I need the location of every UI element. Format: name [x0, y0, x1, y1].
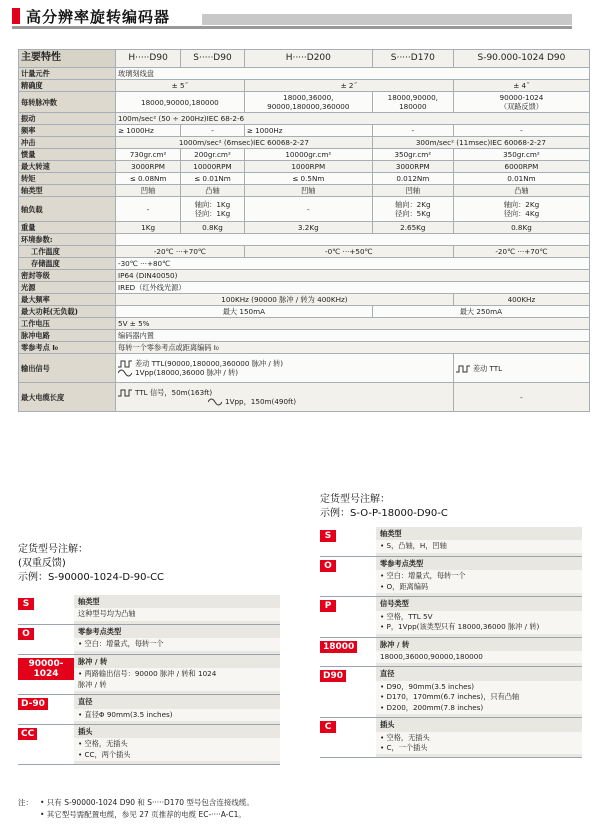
order-code-desc: • 空格，无插头 • CC，两个插头: [74, 738, 280, 761]
footnotes: 注： • 只有 S-90000-1024 D90 和 S·····D170 型号包含连接线缆。 • 其它型号需配置电缆，参见 27 页推荐的电缆 EC-····A-C1。: [18, 798, 254, 819]
page-title: 高分辨率旋转编码器: [26, 8, 171, 26]
order-code-heading: 脉冲 / 转: [78, 656, 108, 666]
square-wave-icon: [118, 389, 132, 397]
spec-row-max-freq: 最大频率 100KHz (90000 脉冲 / 转为 400KHz) 400KHz: [19, 294, 590, 306]
order-code-right-title: 定货型号注解： 示例：S-O-P-18000-D90-C: [320, 494, 448, 519]
order-code-desc: 这种型号均为凸轴: [74, 608, 280, 620]
spec-header-row: [19, 50, 590, 68]
spec-row-torque: 转矩 ≤ 0.08Nm ≤ 0.01Nm ≤ 0.5Nm 0.012Nm 0.01Nm: [19, 173, 590, 185]
order-code-heading: 脉冲 / 转: [380, 639, 410, 649]
order-code-row: [320, 597, 582, 637]
spec-row-pulse-circuit: 脉冲电路 编码器内置: [19, 330, 590, 342]
order-code-tag: 90000-1024: [18, 658, 74, 680]
order-code-row: [320, 527, 582, 557]
col-s-d90: S·····D90: [181, 50, 245, 68]
spec-header-label: 主要特性: [19, 50, 116, 68]
order-code-heading: 轴类型: [78, 597, 100, 606]
order-code-desc: • 空白：增量式，每转一个: [74, 638, 280, 650]
order-code-tag: O: [18, 628, 34, 640]
col-s-d170: S·····D170: [372, 50, 453, 68]
order-code-row: [18, 655, 280, 695]
sine-wave-icon: [208, 398, 222, 406]
col-h-d200: H·····D200: [244, 50, 372, 68]
spec-row-accuracy: 精确度 ± 5˝ ± 2˝ ± 4˝: [19, 80, 590, 92]
order-code-row: [320, 638, 582, 668]
order-code-heading: 信号类型: [380, 599, 409, 609]
order-code-desc: • 空格，TTL 5V • P，1Vpp(该类型只有 18000,36000 脉冲 / 转): [376, 611, 582, 634]
order-code-tag: C: [320, 721, 336, 733]
order-code-tag: S: [320, 530, 336, 542]
order-code-left-title: 定货型号注解： (双重反馈) 示例：S-90000-1024-D-90-CC: [18, 544, 165, 583]
order-code-heading: 零参考点类型: [380, 558, 424, 568]
col-h-d90: H·····D90: [116, 50, 181, 68]
order-code-tag: S: [18, 598, 34, 610]
spec-table: [18, 49, 590, 412]
order-code-tag: O: [320, 560, 336, 572]
order-code-heading: 轴类型: [380, 529, 402, 538]
spec-row-vibration: 振动 100m/sec² (50 ÷ 200Hz)IEC 68-2-6: [19, 113, 590, 125]
spec-row-light: 光源 IRED（红外线光源）: [19, 282, 590, 294]
order-code-desc: • D90，90mm(3.5 inches) • D170，170mm(6.7 inches)，只有凸轴 • D200，200mm(7.8 inches): [376, 681, 582, 714]
order-code-desc: • 空格，无插头 • C，一个插头: [376, 732, 582, 755]
spec-row-shaft: 轴类型 凹轴 凸轴 凹轴 凹轴 凸轴: [19, 185, 590, 197]
order-code-tag: D-90: [18, 698, 48, 710]
page-header: [12, 6, 572, 26]
col-s-90000-1024: S-90.000-1024 D90: [453, 50, 589, 68]
order-code-row: [18, 695, 280, 725]
order-code-heading: 零参考点类型: [78, 626, 122, 636]
spec-row-power: 最大功耗(无负载) 最大 150mA 最大 250mA: [19, 306, 590, 318]
order-code-row: [18, 725, 280, 765]
order-code-heading: 直径: [380, 669, 395, 679]
spec-row-shock: 冲击 1000m/sec² (6msec)IEC 60068-2-27 300m/sec² (11msec)IEC 60068-2-27: [19, 137, 590, 149]
spec-row-output: 输出信号 差动 TTL(90000,180000,360000 脉冲 / 转) 1Vpp(18000,36000 脉冲 / 转) 差动 TTL: [19, 354, 590, 383]
spec-row-voltage: 工作电压 5V ± 5%: [19, 318, 590, 330]
spec-row-ppr: 每转脉冲数 18000,90000,180000 18000,36000, 90000,180000,360000 18000,90000, 180000 90000-1024 （双路反馈）: [19, 92, 590, 113]
spec-row-cable: 最大电缆长度 TTL 信号，50m(163ft) 1Vpp，150m(490ft) -: [19, 383, 590, 412]
sine-wave-icon: [118, 369, 132, 377]
spec-row-store-temp: 存储温度 -30℃ ···+80℃: [19, 258, 590, 270]
footnote-1: • 只有 S-90000-1024 D90 和 S·····D170 型号包含连接线缆。: [40, 798, 254, 807]
spec-row-frequency: 频率 ≥ 1000Hz - ≥ 1000Hz - -: [19, 125, 590, 137]
spec-row-inertia: 惯量 730gr.cm² 200gr.cm² 10000gr.cm² 350gr.cm² 350gr.cm²: [19, 149, 590, 161]
order-code-heading: 直径: [78, 697, 93, 707]
header-band: [202, 14, 572, 25]
order-code-desc: 18000,36000,90000,180000: [376, 651, 582, 663]
square-wave-icon: [456, 365, 470, 373]
order-code-left: [18, 595, 280, 765]
order-code-desc: • S，凸轴，H，凹轴: [376, 540, 582, 552]
order-code-tag: 18000: [320, 641, 357, 653]
header-rule: [12, 26, 572, 29]
header-accent-bar: [12, 8, 20, 24]
order-code-tag: D90: [320, 670, 346, 682]
order-code-heading: 插头: [78, 726, 93, 736]
spec-row-weight: 重量 1Kg 0.8Kg 3.2Kg 2.65Kg 0.8Kg: [19, 222, 590, 234]
order-code-right: [320, 527, 582, 758]
order-code-desc: • 直径Φ 90mm(3.5 inches): [74, 709, 280, 721]
footnote-2: • 其它型号需配置电缆，参见 27 页推荐的电缆 EC-····A-C1。: [40, 810, 246, 819]
order-code-row: [320, 667, 582, 718]
spec-row-seal: 密封等级 IP64 (DIN40050): [19, 270, 590, 282]
order-code-desc: • 两路输出信号：90000 脉冲 / 转和 1024 脉冲 / 转: [74, 668, 280, 691]
order-code-row: [18, 595, 280, 625]
order-code-tag: P: [320, 600, 336, 612]
spec-row-speed: 最大转速 3000RPM 10000RPM 1000RPM 3000RPM 6000RPM: [19, 161, 590, 173]
spec-row-env: 环境参数:: [19, 234, 590, 246]
order-code-tag: CC: [18, 728, 37, 740]
order-code-row: [320, 718, 582, 758]
order-code-row: [320, 557, 582, 597]
order-code-heading: 插头: [380, 720, 395, 730]
square-wave-icon: [118, 360, 132, 368]
order-code-row: [18, 625, 280, 655]
spec-row-ref: 零参考点 I₀ 每转一个零参考点或距离编码 I₀: [19, 342, 590, 354]
spec-row-element: 计量元件 玻璃刻线盘: [19, 68, 590, 80]
spec-row-load: 轴负载 - 轴向：1Kg 径向：1Kg - 轴向：2Kg 径向：5Kg 轴向：2Kg 径向：4Kg: [19, 197, 590, 222]
order-code-desc: • 空白：增量式，每转一个 • O，距离编码: [376, 570, 582, 593]
spec-row-op-temp: 工作温度 -20℃ ···+70℃ -0℃ ···+50℃ -20℃ ···+70℃: [19, 246, 590, 258]
